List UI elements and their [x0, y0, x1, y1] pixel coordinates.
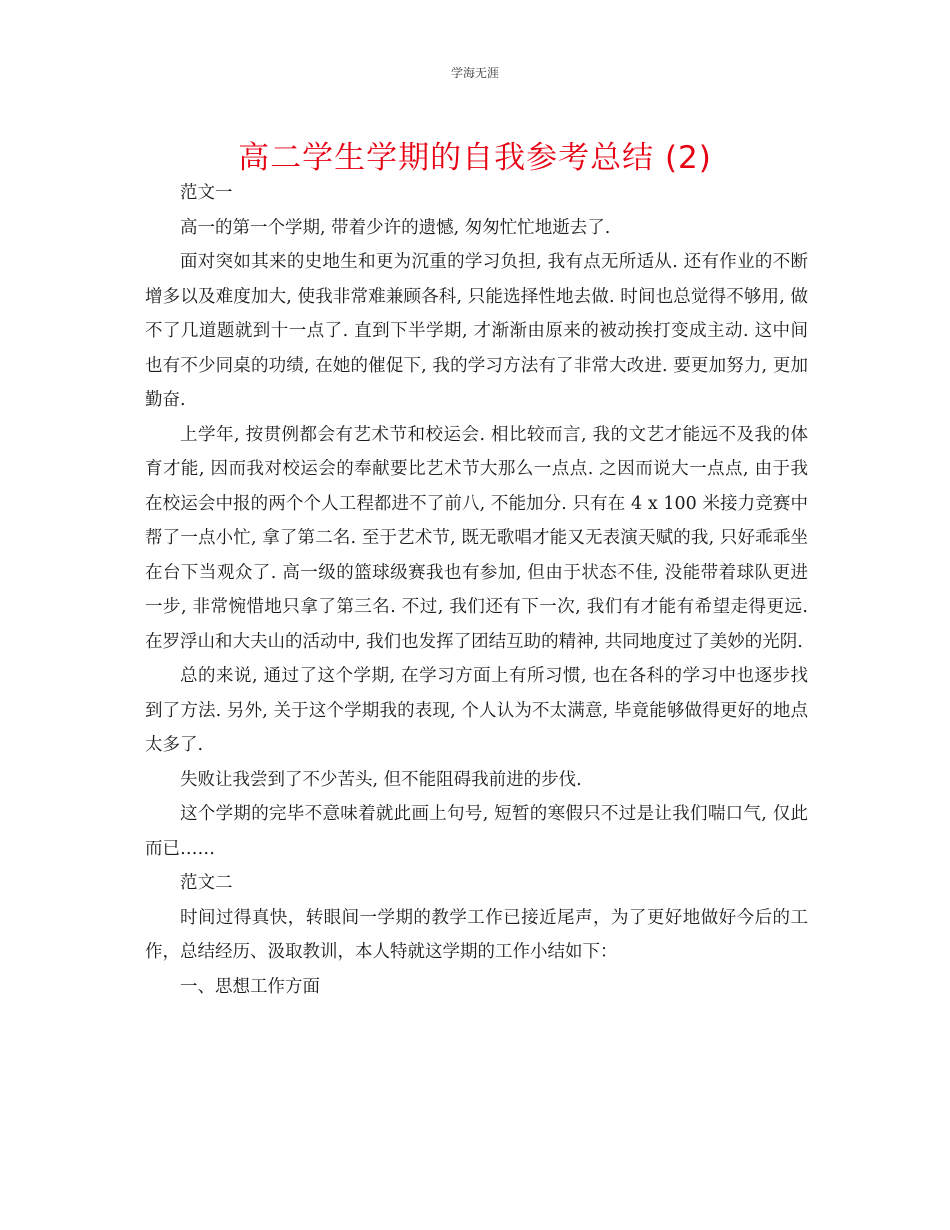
document-title: 高二学生学期的自我参考总结 (2) — [238, 140, 712, 176]
paragraph: 范文二 — [180, 873, 233, 893]
page-header: 学海无涯 — [450, 66, 499, 80]
paragraph: 总的来说, 通过了这个学期, 在学习方面上有所习惯, 也在各科的学习中也逐步找到了方法. 另外, 关于这个学期我的表现, 个人认为不太满意, 毕竟能够做得更好的地点太多了. — [145, 666, 808, 755]
paragraph: 时间过得真快，转眼间一学期的教学工作已接近尾声，为了更好地做好今后的工作，总结经历、汲取教训，本人特就这学期的工作小结如下： — [145, 907, 808, 962]
paragraph: 面对突如其来的史地生和更为沉重的学习负担, 我有点无所适从. 还有作业的不断增多以及难度加大, 使我非常难兼顾各科, 只能选择性地去做. 时间也总觉得不够用, 做不了几道题就到十一点了. 直到下半学期, 才渐渐由原来的被动挨打变成主动. 这中间也有不少同桌的功绩, 在她的催促下, 我的学习方法有了非常大改进. 要更加努力, 更加勤奋. — [145, 252, 808, 410]
paragraph: 失败让我尝到了不少苦头, 但不能阻碍我前进的步伐. — [180, 769, 582, 790]
paragraph: 范文一 — [180, 183, 233, 203]
paragraph: 上学年, 按贯例都会有艺术节和校运会. 相比较而言, 我的文艺才能远不及我的体育才能, 因而我对校运会的奉献要比艺术节大那么一点点. 之因而说大一点点, 由于我在校运会中报的两个个人工程都进不了前八, 不能加分. 只有在 4 x 100 米接力竞赛中帮了一点小忙, 拿了第二名. 至于艺术节, 既无歌唱才能又无表演天赋的我, 只好乖乖坐在台下当观众了. 高一级的篮球级赛我也有参加, 但由于状态不佳, 没能带着球队更进一步, 非常惋惜地只拿了第三名. 不过, 我们还有下一次, 我们有才能有希望走得更远. 在罗浮山和大夫山的活动中, 我们也发挥了团结互助的精神, 共同地度过了美妙的光阴. — [145, 424, 808, 652]
paragraph: 一、思想工作方面 — [180, 976, 320, 997]
paragraph: 高一的第一个学期, 带着少许的遗憾, 匆匆忙忙地逝去了. — [180, 217, 611, 238]
paragraph: 这个学期的完毕不意味着就此画上句号, 短暂的寒假只不过是让我们喘口气, 仅此而已…… — [145, 804, 808, 859]
document-body — [145, 176, 808, 1004]
